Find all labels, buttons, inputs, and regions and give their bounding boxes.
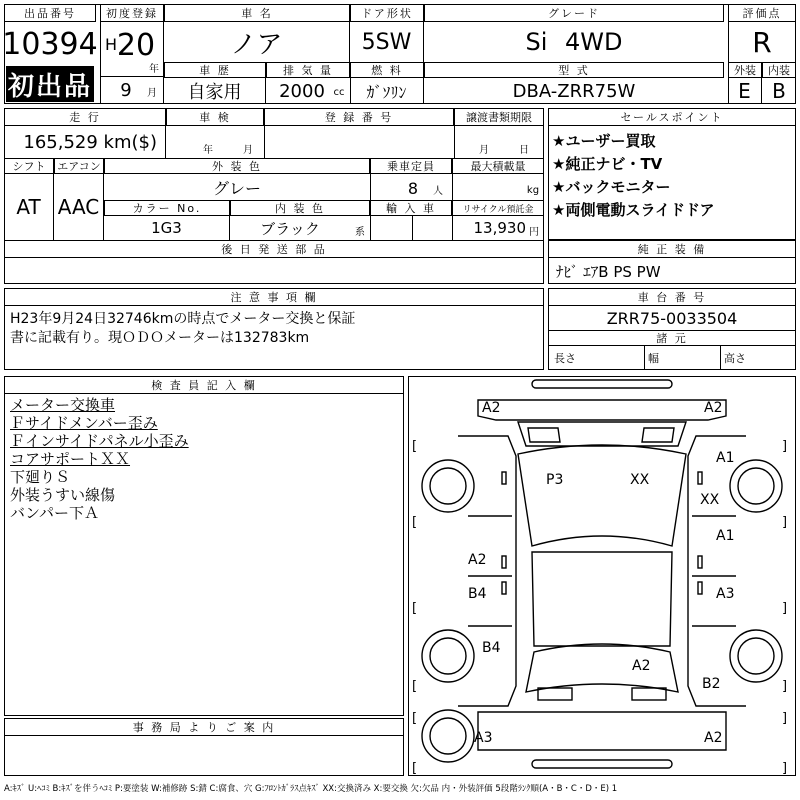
load-label: 最大積載量 bbox=[452, 158, 544, 174]
diagram-bracket: ] bbox=[782, 679, 788, 694]
inspector-line: 外装うすい線傷 bbox=[10, 486, 116, 504]
roof-mid bbox=[532, 552, 672, 646]
diagram-bracket: [ bbox=[412, 761, 418, 776]
inspector-line: 下廻りＳ bbox=[10, 468, 71, 486]
diagram-bracket: [ bbox=[412, 711, 418, 726]
first-listing-badge: 初出品 bbox=[6, 66, 94, 102]
first-reg-month-unit: 月 bbox=[147, 87, 157, 99]
notes-line: H23年9月24日32746kmの時点でメーター交換と保証 bbox=[10, 311, 356, 327]
first-reg-year: 20 bbox=[116, 27, 156, 63]
ac-value: AAC bbox=[54, 174, 104, 240]
transfer-month-unit: 月 bbox=[479, 144, 489, 156]
recycle-label: リサイクル預託金 bbox=[452, 200, 544, 216]
first-reg-label: 初度登録 bbox=[100, 4, 164, 22]
diagram-bracket: ] bbox=[782, 515, 788, 530]
damage-mark: A3 bbox=[474, 730, 493, 746]
sales-point-item: ★バックモニター bbox=[552, 178, 671, 196]
transfer-label: 譲渡書類期限 bbox=[454, 108, 544, 126]
damage-mark: A1 bbox=[716, 450, 735, 466]
load-unit: kg bbox=[526, 184, 540, 196]
chassis-label: 車 台 番 号 bbox=[548, 288, 796, 306]
recycle-value: 13,930 bbox=[473, 219, 526, 237]
sales-point-item: ★両側電動スライドドア bbox=[552, 201, 715, 219]
color-no-label: カラー No. bbox=[104, 200, 230, 216]
body-left bbox=[458, 436, 516, 706]
genuine-label: 純 正 装 備 bbox=[548, 240, 796, 258]
inspection-month-unit: 月 bbox=[243, 144, 253, 156]
diagram-bracket: [ bbox=[412, 515, 418, 530]
damage-mark: XX bbox=[700, 492, 720, 508]
diagram-bracket: [ bbox=[412, 601, 418, 616]
import-label: 輸 入 車 bbox=[370, 200, 452, 216]
sales-points-list bbox=[552, 130, 792, 222]
score-value: R bbox=[752, 25, 772, 59]
damage-mark: A2 bbox=[468, 552, 487, 568]
front-lights-right bbox=[642, 428, 674, 442]
displacement-unit: cc bbox=[333, 86, 345, 98]
damage-mark: B2 bbox=[702, 676, 721, 692]
inspector-label: 検 査 員 記 入 欄 bbox=[4, 376, 404, 394]
diagram-bracket: [ bbox=[412, 679, 418, 694]
door-type: 5SW bbox=[350, 22, 424, 62]
displacement-label: 排 気 量 bbox=[266, 62, 350, 78]
damage-mark: B4 bbox=[482, 640, 501, 656]
inspector-line: Ｆインサイドパネル小歪み bbox=[10, 432, 189, 450]
rear-glass bbox=[526, 644, 678, 692]
notes-line: 書に記載有り。現ＯＤＯメーターは132783km bbox=[10, 330, 310, 346]
rear-bumper bbox=[532, 760, 672, 768]
first-reg-year-unit: 年 bbox=[149, 63, 159, 75]
genuine-value: ﾅﾋﾞ ｴｱB PS PW bbox=[556, 262, 661, 281]
damage-diagram bbox=[408, 376, 796, 776]
office-label: 事 務 局 よ り ご 案 内 bbox=[4, 718, 404, 736]
rear-body bbox=[478, 712, 726, 750]
mileage-value: 165,529 km($) bbox=[4, 126, 166, 158]
history-label: 車 歴 bbox=[164, 62, 266, 78]
ac-label: エアコン bbox=[54, 158, 104, 174]
damage-mark: A2 bbox=[704, 400, 723, 416]
damage-mark: XX bbox=[630, 472, 650, 488]
inspector-text bbox=[10, 396, 400, 522]
door-label: ドア形状 bbox=[350, 4, 424, 22]
front-body bbox=[478, 400, 726, 420]
chassis-number: ZRR75-0033504 bbox=[606, 308, 738, 328]
transfer-day-unit: 日 bbox=[519, 144, 529, 156]
front-lights-left bbox=[528, 428, 560, 442]
rear-plate bbox=[538, 688, 572, 700]
legend-text: A:ｷｽﾞ U:ﾍｺﾐ B:ｷｽﾞを伴うﾍｺﾐ P:要塗装 W:補修跡 S:錆 C:腐食、穴 G:ﾌﾛﾝﾄｶﾞﾗｽ点ｷｽﾞ XX:交換済み X:要交換 欠:欠品 内・外装評価 5段階ﾗﾝｸ順(A・B・C・D・E) 1 bbox=[4, 784, 618, 794]
model-value: DBA-ZRR75W bbox=[512, 80, 636, 102]
width-label: 幅 bbox=[648, 352, 659, 365]
fuel-value: ｶﾞｿﾘﾝ bbox=[350, 78, 424, 104]
inspection-year-unit: 年 bbox=[203, 144, 213, 156]
diagram-bracket: ] bbox=[782, 439, 788, 454]
car-name-label: 車 名 bbox=[164, 4, 350, 22]
mileage-label: 走 行 bbox=[4, 108, 166, 126]
notes-text bbox=[10, 310, 540, 348]
sales-point-item: ★ユーザー買取 bbox=[552, 132, 656, 150]
body-right bbox=[688, 436, 746, 706]
fuel-label: 燃 料 bbox=[350, 62, 424, 78]
recycle-unit: 円 bbox=[529, 226, 539, 238]
ext-color-value: グレー bbox=[212, 178, 261, 198]
damage-mark: A2 bbox=[632, 658, 651, 674]
front-bumper bbox=[532, 380, 672, 388]
diagram-bracket: ] bbox=[782, 711, 788, 726]
capacity-label: 乗車定員 bbox=[370, 158, 452, 174]
color-no-value: 1G3 bbox=[104, 216, 230, 240]
shift-value: AT bbox=[4, 174, 54, 240]
damage-mark: B4 bbox=[468, 586, 487, 602]
lot-number: 10394 bbox=[2, 26, 98, 62]
inspector-line: Ｆサイドメンバー歪み bbox=[10, 414, 158, 432]
roof bbox=[518, 445, 686, 546]
grade-label: グレード bbox=[424, 4, 724, 22]
sales-point-item: ★純正ナビ・TV bbox=[552, 155, 663, 173]
ext-color-label: 外 装 色 bbox=[104, 158, 370, 174]
later-parts-label: 後 日 発 送 部 品 bbox=[4, 240, 544, 258]
capacity-unit: 人 bbox=[433, 185, 443, 197]
history-value: 自家用 bbox=[164, 78, 266, 104]
inspector-line: バンパー下Ａ bbox=[10, 504, 99, 522]
diagram-bracket: ] bbox=[782, 601, 788, 616]
exterior-label: 外装 bbox=[728, 62, 762, 78]
shift-label: シフト bbox=[4, 158, 54, 174]
inspection-label: 車 検 bbox=[166, 108, 264, 126]
height-label: 高さ bbox=[724, 352, 746, 365]
damage-mark: P3 bbox=[546, 472, 564, 488]
interior-grade: B bbox=[772, 79, 786, 103]
damage-mark: A1 bbox=[716, 528, 735, 544]
int-color-label: 内 装 色 bbox=[230, 200, 370, 216]
capacity-value: 8 bbox=[407, 178, 419, 198]
int-color-value: ブラック bbox=[260, 219, 320, 238]
car-name: ノア bbox=[164, 22, 350, 62]
grade: Si 4WD bbox=[525, 28, 623, 56]
diagram-bracket: ] bbox=[782, 761, 788, 776]
score-label: 評価点 bbox=[728, 4, 796, 22]
sales-points-label: セールスポイント bbox=[548, 108, 796, 126]
damage-mark: A3 bbox=[716, 586, 735, 602]
interior-label: 内装 bbox=[762, 62, 796, 78]
displacement-value: 2000 bbox=[279, 80, 325, 102]
lot-label: 出品番号 bbox=[4, 4, 96, 22]
dims-label: 諸 元 bbox=[548, 330, 796, 346]
registration-label: 登 録 番 号 bbox=[264, 108, 454, 126]
length-label: 長さ bbox=[554, 352, 576, 365]
damage-mark: A2 bbox=[482, 400, 501, 416]
int-color-unit: 系 bbox=[355, 226, 365, 238]
inspector-line: メーター交換車 bbox=[10, 396, 116, 414]
exterior-grade: E bbox=[728, 78, 762, 104]
damage-mark: A2 bbox=[704, 730, 723, 746]
model-label: 型 式 bbox=[424, 62, 724, 78]
first-reg-era: H bbox=[104, 34, 118, 54]
inspector-line: コアサポートＸＸ bbox=[10, 450, 131, 468]
notes-label: 注 意 事 項 欄 bbox=[4, 288, 544, 306]
first-reg-month: 9 bbox=[120, 79, 132, 101]
diagram-bracket: [ bbox=[412, 439, 418, 454]
